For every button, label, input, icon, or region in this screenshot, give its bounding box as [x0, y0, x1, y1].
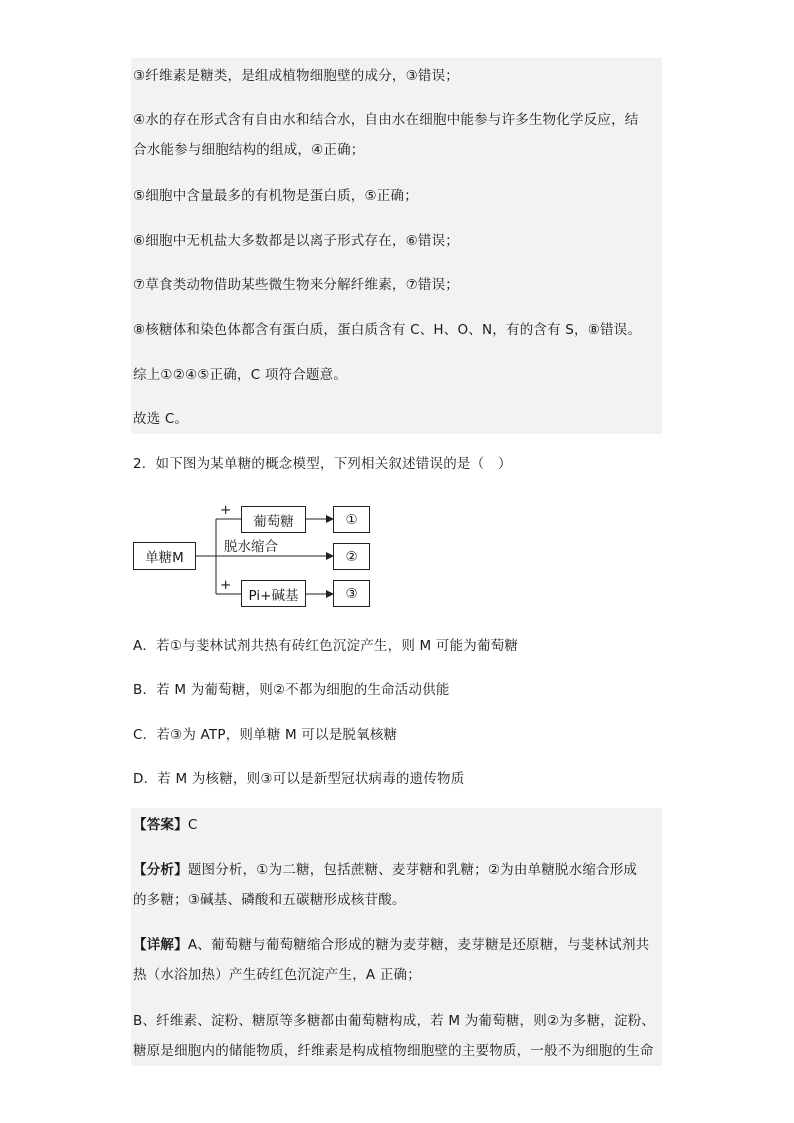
- monosaccharide-m-box: 单糖M: [133, 542, 196, 570]
- detail-line-b: 热（水浴加热）产生砖红色沉淀产生，A 正确；: [133, 967, 421, 983]
- option-c: C．若③为 ATP，则单糖 M 可以是脱氧核糖: [133, 727, 398, 743]
- plus-top-label: +: [220, 502, 232, 518]
- explanation-line-5: ⑤细胞中含量最多的有机物是蛋白质，⑤正确；: [133, 188, 418, 204]
- analysis-text-a: 题图分析，①为二糖，包括蔗糖、麦芽糖和乳糖；②为由单糖脱水缩合形成: [187, 862, 638, 878]
- explanation-line-4b: 合水能参与细胞结构的组成，④正确；: [133, 142, 365, 158]
- explanation-line-7: ⑦草食类动物借助某些微生物来分解纤维素，⑦错误；: [133, 277, 460, 293]
- output-1-box: ①: [333, 506, 370, 533]
- option-d: D．若 M 为核糖，则③可以是新型冠状病毒的遗传物质: [133, 771, 465, 787]
- explanation-choice: 故选 C。: [133, 411, 189, 427]
- option-a: A．若①与斐林试剂共热有砖红色沉淀产生，则 M 可能为葡萄糖: [133, 638, 519, 654]
- output-2-box: ②: [333, 543, 370, 570]
- detail-line-d: 糖原是细胞内的储能物质，纤维素是构成植物细胞壁的主要物质，一般不为细胞的生命: [133, 1043, 654, 1059]
- answer-label: 【答案】: [133, 817, 188, 833]
- option-b: B．若 M 为葡萄糖，则②不都为细胞的生命活动供能: [133, 682, 450, 698]
- answer-value: C: [187, 817, 198, 833]
- output-3-box: ③: [333, 580, 370, 607]
- detail-line-c: B、纤维素、淀粉、糖原等多糖都由葡萄糖构成，若 M 为葡萄糖，则②为多糖，淀粉、: [133, 1013, 656, 1029]
- explanation-line-4a: ④水的存在形式含有自由水和结合水，自由水在细胞中能参与许多生物化学反应，结: [133, 112, 639, 128]
- analysis-label: 【分析】: [133, 862, 188, 878]
- detail-text-a: A、葡萄糖与葡萄糖缩合形成的糖为麦芽糖，麦芽糖是还原糖，与斐林试剂共: [187, 937, 650, 953]
- explanation-line-3: ③纤维素是糖类，是组成植物细胞壁的成分，③错误；: [133, 68, 460, 84]
- detail-label: 【详解】: [133, 937, 188, 953]
- detail-line-a: [133, 936, 649, 954]
- pi-base-box: Pi+碱基: [241, 580, 306, 607]
- dehydration-label: 脱水缩合: [224, 539, 278, 555]
- analysis-line-a: [133, 861, 637, 879]
- explanation-line-6: ⑥细胞中无机盐大多数都是以离子形式存在，⑥错误；: [133, 233, 460, 249]
- question-2-stem: 2．如下图为某单糖的概念模型，下列相关叙述错误的是（ ）: [133, 456, 512, 472]
- glucose-box: 葡萄糖: [241, 506, 306, 533]
- explanation-line-8: ⑧核糖体和染色体都含有蛋白质，蛋白质含有 C、H、O、N，有的含有 S，⑧错误。: [133, 322, 642, 338]
- analysis-line-b: 的多糖；③碱基、磷酸和五碳糖形成核苷酸。: [133, 892, 406, 908]
- answer-line: [133, 816, 197, 834]
- explanation-summary: 综上①②④⑤正确，C 项符合题意。: [133, 367, 348, 383]
- plus-bottom-label: +: [220, 577, 232, 593]
